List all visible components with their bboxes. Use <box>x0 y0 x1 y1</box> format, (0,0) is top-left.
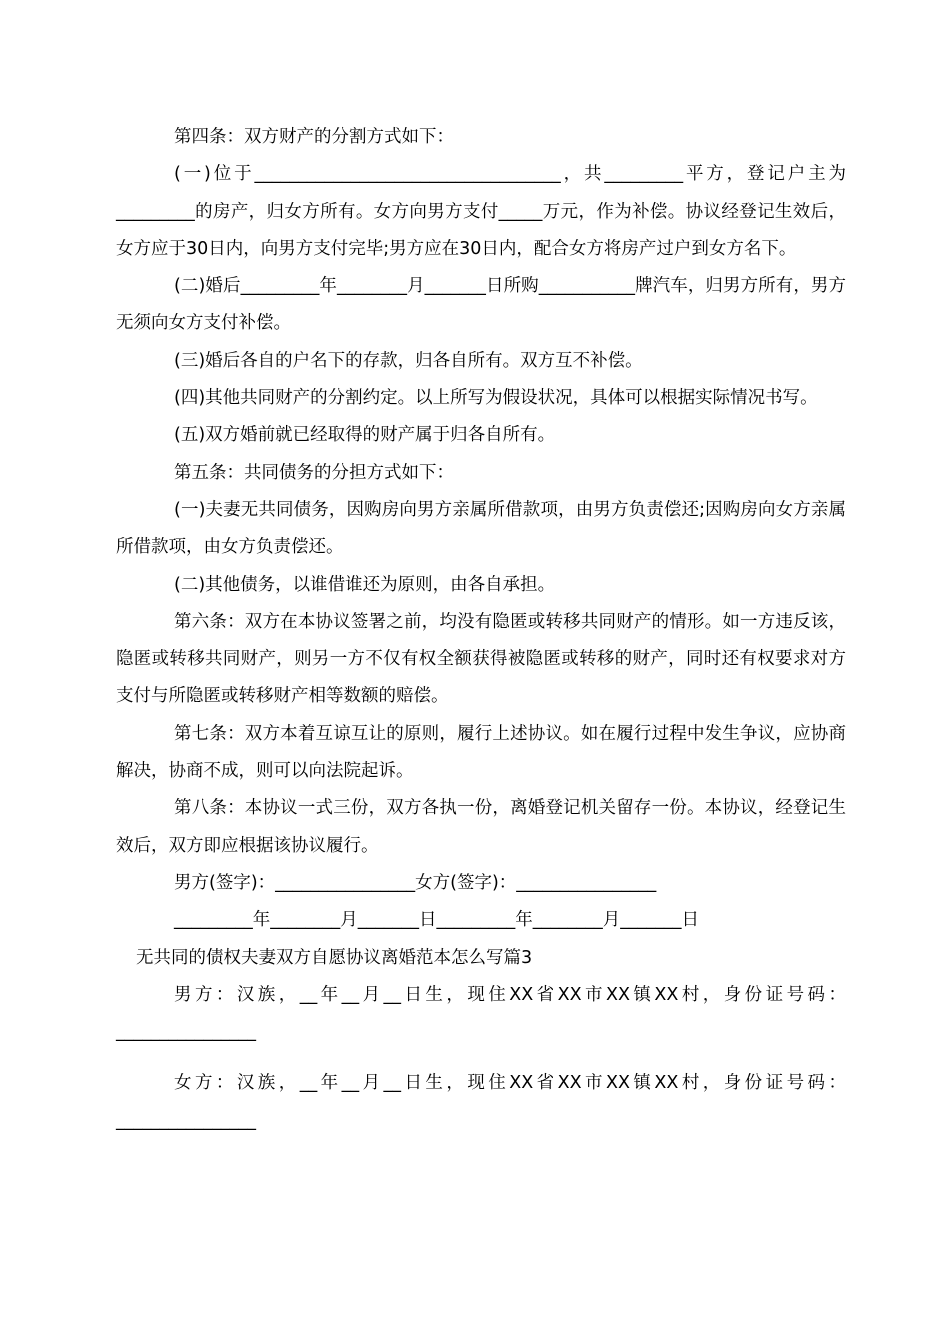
article-7: 第七条：双方本着互谅互让的原则，履行上述协议。如在履行过程中发生争议，应协商解决，协商不成，则可以向法院起诉。 <box>116 723 846 782</box>
article-4-item-1: (一)位于___________________________________，共_________平方，登记户主为_________的房产，归女方所有。女方向男方支付_____万元，作为补偿。协议经登记生效后，女方应于30日内，向男方支付完毕;男方应在30日内，配合女方将房产过户到女方名下。 <box>116 164 846 259</box>
party-male: 男方：汉族，__年__月__日生，现住XX省XX市XX镇XX村，身份证号码：________________ <box>116 984 846 1043</box>
article-6: 第六条：双方在本协议签署之前，均没有隐匿或转移共同财产的情形。如一方违反该，隐匿或转移共同财产，则另一方不仅有权全额获得被隐匿或转移的财产，同时还有权要求对方支付与所隐匿或转移财产相等数额的赔偿。 <box>116 611 846 707</box>
section-title: 无共同的债权夫妻双方自愿协议离婚范本怎么写篇3 <box>136 947 533 968</box>
signature-line: 男方(签字)：________________女方(签字)：________________ <box>174 872 657 893</box>
article-5-heading: 第五条：共同债务的分担方式如下： <box>174 462 454 483</box>
article-5-item-2: (二)其他债务，以谁借谁还为原则，由各自承担。 <box>174 574 556 595</box>
party-female: 女方：汉族，__年__月__日生，现住XX省XX市XX镇XX村，身份证号码：________________ <box>116 1073 846 1131</box>
article-4-item-5: (五)双方婚前就已经取得的财产属于归各自所有。 <box>174 425 556 446</box>
document-body <box>116 119 846 1140</box>
article-4-heading: 第四条：双方财产的分割方式如下： <box>174 127 454 147</box>
date-line: _________年________月_______日_________年________月_______日 <box>174 910 699 931</box>
article-4-item-4: (四)其他共同财产的分割约定。以上所写为假设状况，具体可以根据实际情况书写。 <box>174 388 818 409</box>
article-8: 第八条：本协议一式三份，双方各执一份，离婚登记机关留存一份。本协议，经登记生效后，双方即应根据该协议履行。 <box>116 798 846 856</box>
article-5-item-1: (一)夫妻无共同债务，因购房向男方亲属所借款项，由男方负责偿还;因购房向女方亲属所借款项，由女方负责偿还。 <box>116 499 846 558</box>
article-4-item-3: (三)婚后各自的户名下的存款，归各自所有。双方互不补偿。 <box>174 350 643 371</box>
article-4-item-2: (二)婚后_________年________月_______日所购___________牌汽车，归男方所有，男方无须向女方支付补偿。 <box>116 276 846 334</box>
